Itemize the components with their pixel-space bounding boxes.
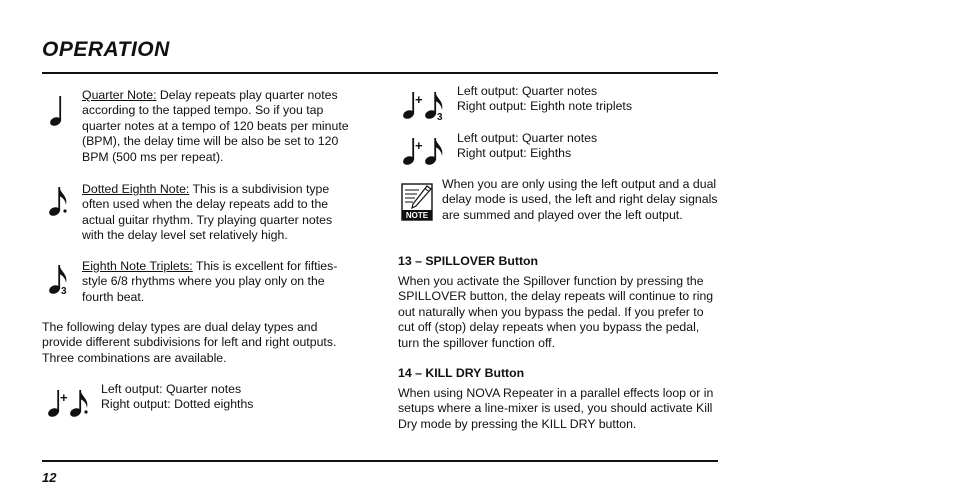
svg-text:3: 3	[61, 286, 67, 296]
quarter-plus-dotted-eighth-icon	[44, 386, 94, 420]
kill-dry-heading: 14 – KILL DRY Button	[398, 366, 525, 380]
quarter-note-icon	[46, 94, 66, 128]
dual-delay-intro: The following delay types are dual delay types and provide different subdivisions for left and right outputs. Three combinations are available.	[42, 320, 337, 365]
note-pencil-icon	[401, 183, 435, 221]
svg-text:3: 3	[437, 112, 443, 122]
quarter-note-label: Quarter Note:	[82, 88, 157, 102]
quarter-note-description: Quarter Note: Delay repeats play quarter notes according to the tapped tempo. So if you tap quarter notes at a tempo of 120 beats per minute (BPM), the delay time will be also be set to 120 BPM (500 ms per repeat).	[82, 88, 349, 164]
svg-text:+: +	[415, 92, 423, 107]
combo-3-text: Left output: Quarter notes Right output: Eighths	[457, 131, 598, 161]
quarter-plus-eighth-icon	[399, 134, 449, 168]
dotted-eighth-note-icon	[46, 184, 72, 218]
eighth-note-triplets-label: Eighth Note Triplets:	[82, 259, 193, 273]
note-badge: NOTE	[405, 211, 429, 220]
page-title: OPERATION	[42, 38, 170, 61]
dotted-eighth-label: Dotted Eighth Note:	[82, 182, 190, 196]
note-text: When you are only using the left output and a dual delay mode is used, the left and right delay signals are summed and played over the left output.	[442, 177, 718, 222]
header-rule	[42, 72, 718, 74]
dotted-eighth-description: Dotted Eighth Note: This is a subdivision type often used when the delay repeats add to the actual guitar rhythm. Try playing quarter notes with the delay level set relatively high.	[82, 182, 333, 243]
spillover-heading: 13 – SPILLOVER Button	[398, 254, 539, 268]
footer-rule	[42, 460, 718, 462]
eighth-note-triplets-description: Eighth Note Triplets: This is excellent for fifties-style 6/8 rhythms where you play only on the fourth beat.	[82, 259, 338, 304]
spillover-body: When you activate the Spillover function by pressing the SPILLOVER button, the delay repeats will continue to ring out naturally when you bypass the pedal. If you prefer to cut off (stop) delay repeats when you bypass the pedal, turn the spillover function off.	[398, 274, 714, 350]
combo-2-text: Left output: Quarter notes Right output: Eighth note triplets	[457, 84, 632, 114]
quarter-plus-triplet-icon	[399, 88, 449, 122]
page-number: 12	[42, 470, 57, 485]
combo-1-text: Left output: Quarter notes Right output: Dotted eighths	[101, 382, 254, 412]
kill-dry-body: When using NOVA Repeater in a parallel effects loop or in setups where a line-mixer is used, you should activate Kill Dry mode by pressing the KILL DRY button.	[398, 386, 714, 431]
eighth-note-triplet-icon	[46, 262, 72, 296]
svg-text:+: +	[415, 138, 423, 153]
svg-text:+: +	[60, 390, 68, 405]
